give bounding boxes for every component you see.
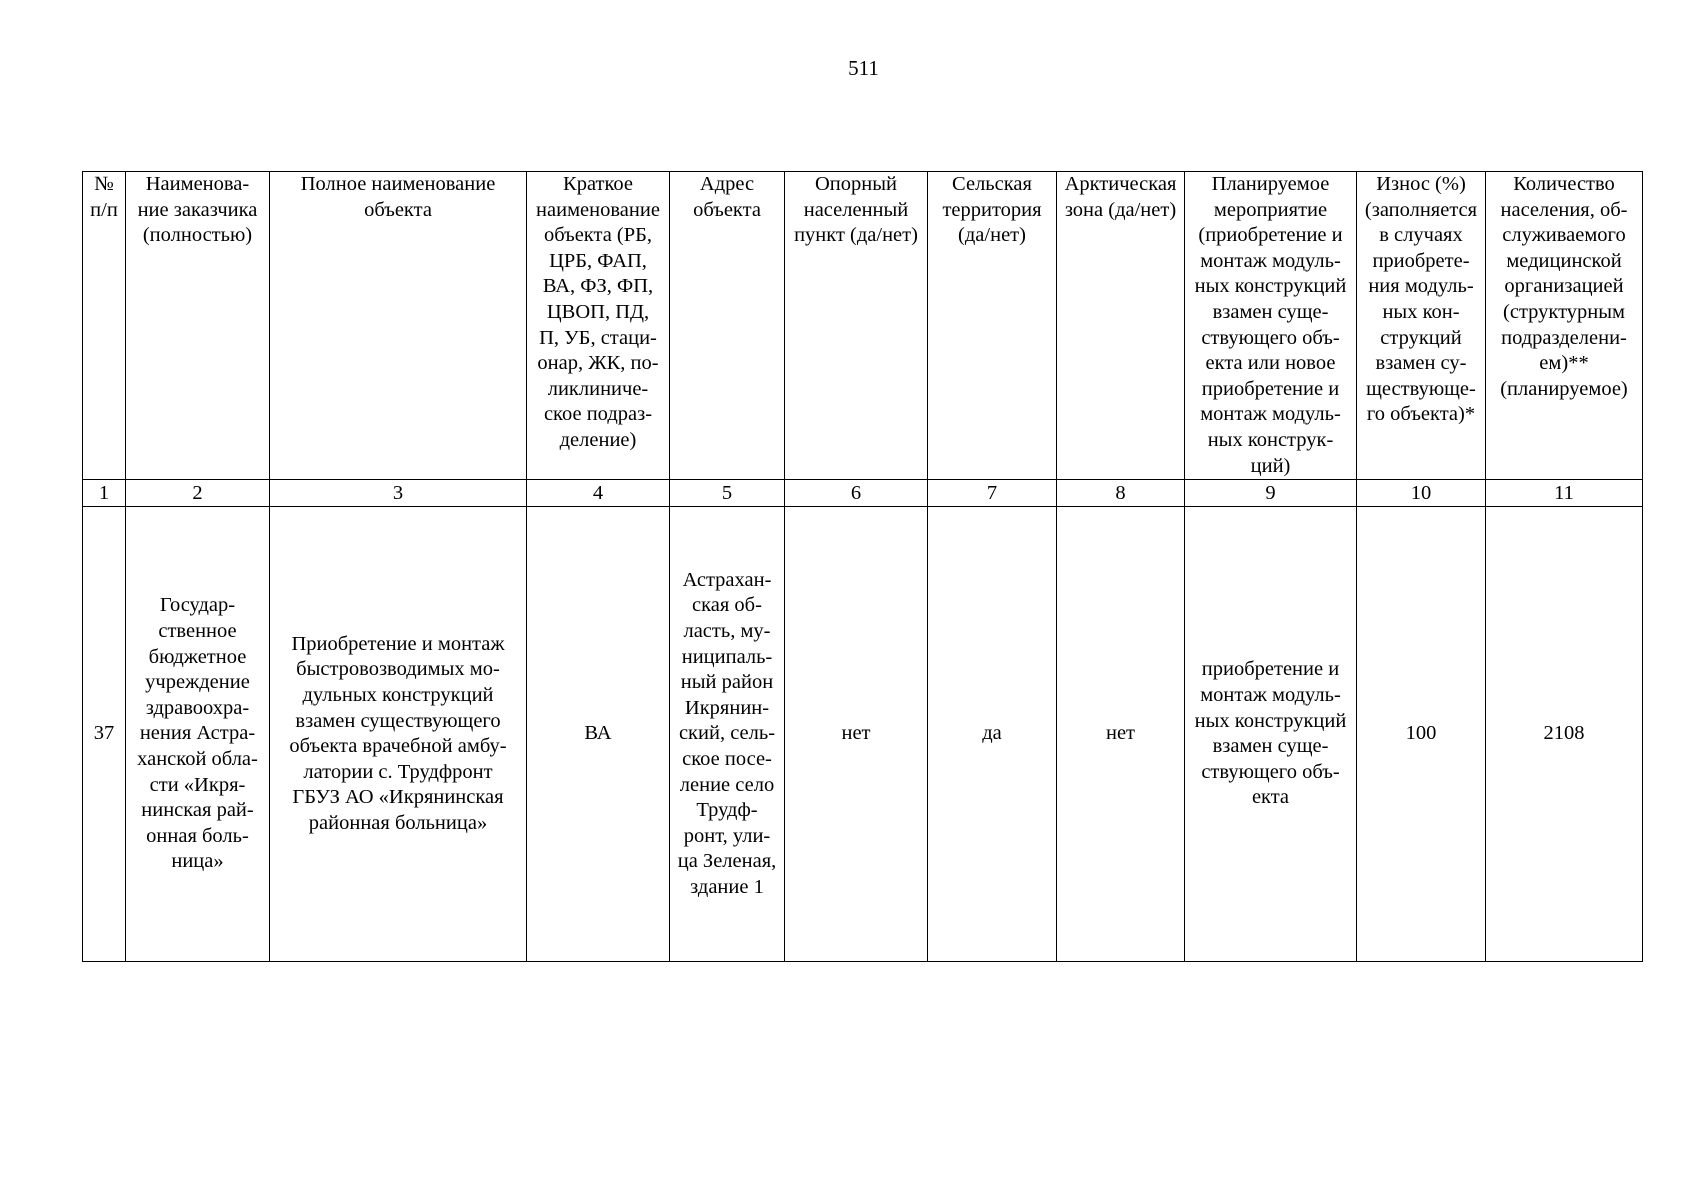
column-number: 3 <box>270 480 527 507</box>
header-cell: Количество населения, об- служиваемого медицинской организацией (структурным подразделени- ем)** (планируемое) <box>1486 172 1643 480</box>
header-cell: Наименова- ние заказчика (полностью) <box>126 172 270 480</box>
cell-row-number: 37 <box>83 507 126 962</box>
cell-support-settlement: нет <box>785 507 928 962</box>
column-number: 11 <box>1486 480 1643 507</box>
header-cell: Сельская территория (да/нет) <box>928 172 1057 480</box>
table-header-row <box>83 172 1643 480</box>
column-number: 9 <box>1185 480 1357 507</box>
cell-population: 2108 <box>1486 507 1643 962</box>
column-number: 5 <box>670 480 785 507</box>
header-cell: № п/п <box>83 172 126 480</box>
table-row <box>83 507 1643 962</box>
header-cell: Износ (%) (заполняется в случаях приобрете- ния модуль- ных кон- струкций взамен су- ществующе- го объекта)* <box>1357 172 1486 480</box>
column-number: 10 <box>1357 480 1486 507</box>
cell-planned-measure: приобретение и монтаж модуль- ных конструкций взамен суще- ствующего объ- екта <box>1185 507 1357 962</box>
cell-customer-name: Государ- ственное бюджетное учреждение здравоохра- нения Астра- ханской обла- сти «Икря- нинская рай- онная боль- ница» <box>126 507 270 962</box>
cell-object-address: Астрахан- ская об- ласть, му- ниципаль- ный район Икрянин- ский, сель- ское посе- ление село Трудф- ронт, ули- ца Зеленая, здание 1 <box>670 507 785 962</box>
column-number: 2 <box>126 480 270 507</box>
header-cell: Краткое наименование объекта (РБ, ЦРБ, ФАП, ВА, ФЗ, ФП, ЦВОП, ПД, П, УБ, стаци- онар, ЖК, по- ликлиниче- ское подраз- деление) <box>527 172 670 480</box>
cell-wear-percent: 100 <box>1357 507 1486 962</box>
header-cell: Полное наименование объекта <box>270 172 527 480</box>
column-number: 6 <box>785 480 928 507</box>
cell-short-object-name: ВА <box>527 507 670 962</box>
header-cell: Планируемое мероприятие (приобретение и монтаж модуль- ных конструкций взамен суще- ствующего объ- екта или новое приобретение и монтаж модуль- ных конструк- ций) <box>1185 172 1357 480</box>
cell-full-object-name: Приобретение и монтаж быстровозводимых мо- дульных конструкций взамен существующего объекта врачебной амбу- латории с. Трудфронт ГБУЗ АО «Икрянинская районная больница» <box>270 507 527 962</box>
column-number: 1 <box>83 480 126 507</box>
column-number: 4 <box>527 480 670 507</box>
column-number-row <box>83 480 1643 507</box>
column-number: 7 <box>928 480 1057 507</box>
page-number: 511 <box>848 56 879 80</box>
cell-rural-territory: да <box>928 507 1057 962</box>
cell-arctic-zone: нет <box>1057 507 1185 962</box>
header-cell: Опорный населенный пункт (да/нет) <box>785 172 928 480</box>
header-cell: Адрес объекта <box>670 172 785 480</box>
column-number: 8 <box>1057 480 1185 507</box>
header-cell: Арктическая зона (да/нет) <box>1057 172 1185 480</box>
objects-table <box>82 171 1643 962</box>
